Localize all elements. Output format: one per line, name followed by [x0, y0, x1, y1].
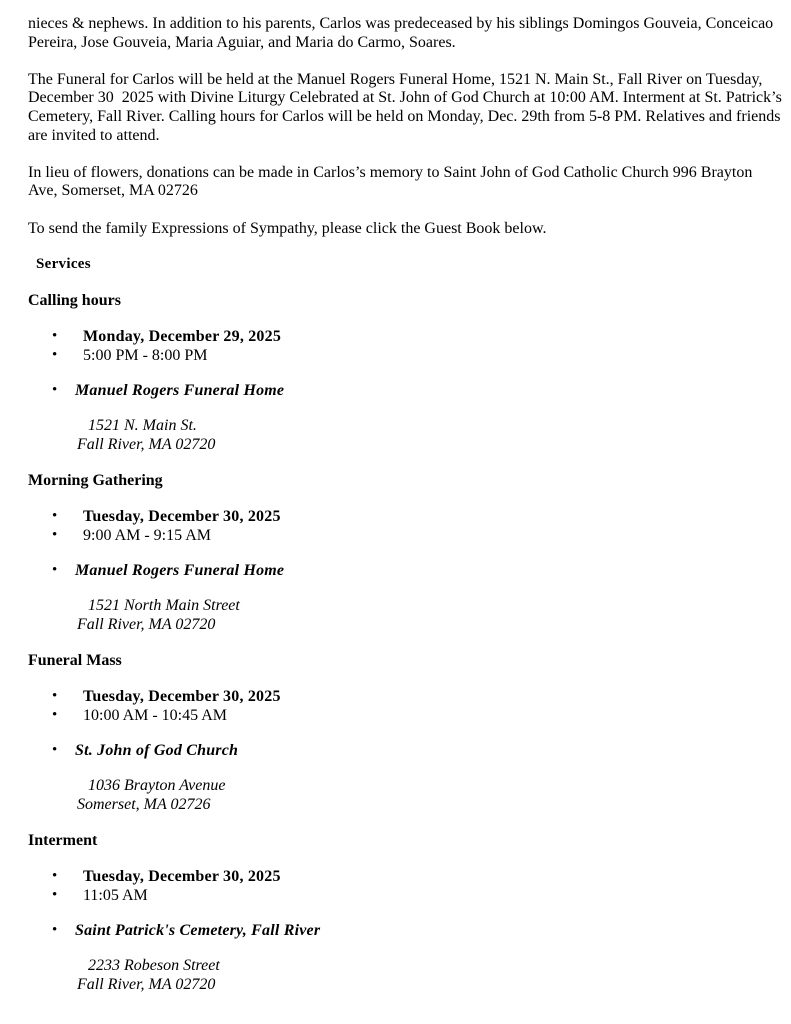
address-line: 1521 North Main Street [88, 597, 240, 615]
event-venue: Manuel Rogers Funeral Home [75, 382, 285, 400]
list-item [28, 706, 767, 725]
bullet-icon: • [52, 707, 58, 724]
guest-book-paragraph [28, 220, 767, 239]
list-item [28, 561, 767, 580]
bullet-icon: • [52, 742, 58, 759]
list-item [28, 867, 767, 886]
bullet-icon: • [52, 508, 58, 525]
bullet-icon: • [52, 688, 58, 705]
section-heading: Interment [28, 832, 98, 850]
event-address [28, 416, 767, 454]
event-list [28, 507, 767, 634]
paragraph-line: Ave, Somerset, MA 02726 [28, 182, 198, 200]
service-section-funeral-mass [28, 651, 767, 814]
list-item [28, 381, 767, 400]
event-date: Tuesday, December 30, 2025 [83, 868, 281, 886]
bullet-icon: • [52, 328, 58, 345]
event-address [28, 596, 767, 634]
section-heading: Morning Gathering [28, 472, 163, 490]
paragraph-line: To send the family Expressions of Sympathy, please click the Guest Book below. [28, 219, 547, 237]
event-list [28, 867, 767, 994]
address-line: 2233 Robeson Street [88, 957, 220, 975]
service-section-interment [28, 831, 767, 994]
funeral-details-paragraph [28, 70, 782, 145]
service-section-calling-hours [28, 291, 767, 454]
event-venue: St. John of God Church [75, 742, 239, 760]
event-date: Tuesday, December 30, 2025 [83, 508, 281, 526]
paragraph-line: Pereira, Jose Gouveia, Maria Aguiar, and Maria do Carmo, Soares. [28, 33, 456, 51]
donations-paragraph [28, 164, 767, 201]
paragraph-line: In lieu of flowers, donations can be made in Carlos’s memory to Saint John of God Catholic Church 996 Brayton [28, 163, 753, 181]
bullet-icon: • [52, 382, 58, 399]
list-item [28, 346, 767, 365]
address-line: 1521 N. Main St. [88, 417, 197, 435]
event-address [28, 776, 767, 814]
bullet-icon: • [52, 922, 58, 939]
list-item [28, 921, 767, 940]
section-heading: Calling hours [28, 292, 121, 310]
address-line: Fall River, MA 02720 [77, 616, 216, 634]
event-address [28, 956, 767, 994]
bullet-icon: • [52, 868, 58, 885]
bullet-icon: • [52, 347, 58, 364]
bullet-icon: • [52, 562, 58, 579]
list-item [28, 507, 767, 526]
event-list [28, 327, 767, 454]
event-time: 5:00 PM - 8:00 PM [83, 347, 208, 365]
address-line: Fall River, MA 02720 [77, 976, 216, 994]
obituary-paragraph [28, 15, 774, 52]
service-section-morning-gathering [28, 471, 767, 634]
event-time: 9:00 AM - 9:15 AM [83, 527, 212, 545]
paragraph-line: The Funeral for Carlos will be held at the Manuel Rogers Funeral Home, 1521 N. Main St., Fall River on Tuesday, [28, 70, 763, 88]
section-heading: Funeral Mass [28, 652, 122, 670]
paragraph-line: December 30 2025 with Divine Liturgy Celebrated at St. John of God Church at 10:00 AM. Interment at St. Patrick’s [28, 89, 782, 107]
address-line: Fall River, MA 02720 [77, 436, 216, 454]
event-venue: Manuel Rogers Funeral Home [75, 562, 285, 580]
services-title: Services [36, 256, 91, 273]
event-time: 11:05 AM [83, 887, 148, 905]
event-time: 10:00 AM - 10:45 AM [83, 707, 228, 725]
bullet-icon: • [52, 527, 58, 544]
list-item [28, 741, 767, 760]
paragraph-line: are invited to attend. [28, 126, 160, 144]
list-item [28, 886, 767, 905]
event-date: Monday, December 29, 2025 [83, 328, 282, 346]
address-line: 1036 Brayton Avenue [88, 777, 226, 795]
bullet-icon: • [52, 887, 58, 904]
list-item [28, 327, 767, 346]
event-date: Tuesday, December 30, 2025 [83, 688, 281, 706]
list-item [28, 687, 767, 706]
event-list [28, 687, 767, 814]
paragraph-line: nieces & nephews. In addition to his parents, Carlos was predeceased by his siblings Domingos Gouveia, Conceicao [28, 15, 774, 32]
address-line: Somerset, MA 02726 [77, 796, 211, 814]
event-venue: Saint Patrick's Cemetery, Fall River [75, 922, 321, 940]
list-item [28, 526, 767, 545]
paragraph-line: Cemetery, Fall River. Calling hours for Carlos will be held on Monday, Dec. 29th from 5-8 PM. Relatives and friends [28, 107, 781, 125]
